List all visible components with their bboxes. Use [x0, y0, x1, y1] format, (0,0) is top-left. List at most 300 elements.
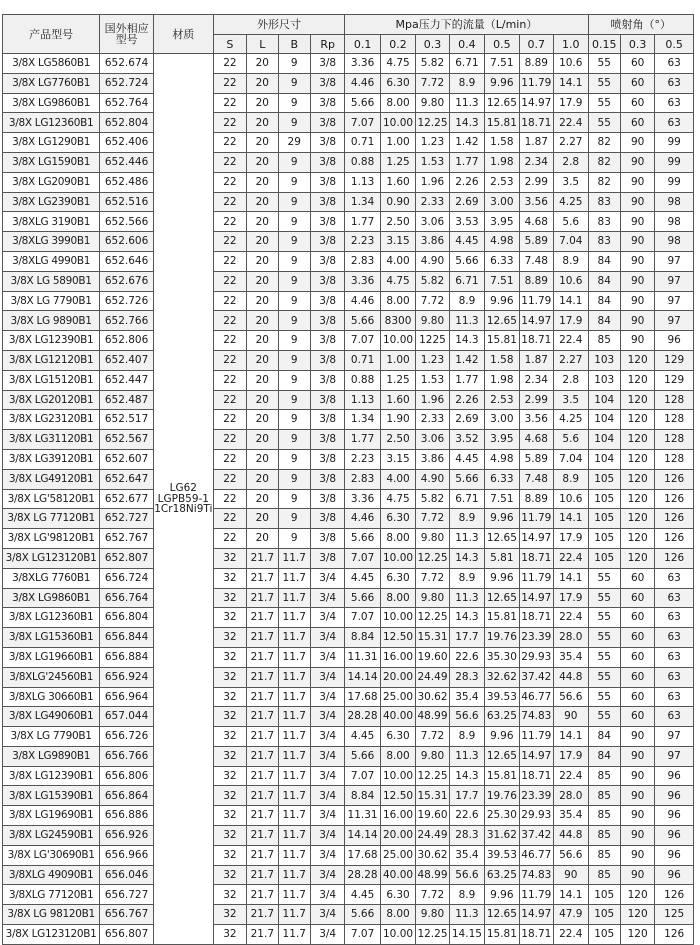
- angle-cell: 97: [655, 311, 694, 331]
- table-body: [3, 54, 694, 945]
- flow-cell: 1.25: [380, 152, 415, 172]
- angle-cell: 105: [588, 489, 620, 509]
- angle-cell: 98: [655, 232, 694, 252]
- flow-cell: 17.7: [449, 786, 484, 806]
- flow-cell: 14.97: [519, 529, 553, 549]
- flow-cell: 28.28: [345, 707, 380, 727]
- dimension-cell: 3/4: [310, 687, 344, 707]
- foreign-model-cell: 652.406: [100, 133, 154, 153]
- flow-cell: 5.66: [449, 469, 484, 489]
- flow-cell: 7.04: [554, 449, 589, 469]
- flow-cell: 40.00: [380, 707, 415, 727]
- flow-cell: 90: [554, 865, 589, 885]
- angle-cell: 126: [655, 469, 694, 489]
- product-model-cell: 3/8X LG31120B1: [3, 430, 100, 450]
- flow-cell: 11.31: [345, 806, 380, 826]
- pressure-col-header: 0.4: [449, 35, 484, 54]
- angle-cell: 63: [655, 54, 694, 74]
- dimension-cell: 3/4: [310, 885, 344, 905]
- table-row: [3, 786, 694, 806]
- flow-cell: 4.45: [449, 232, 484, 252]
- dimension-cell: 9: [278, 331, 310, 351]
- flow-cell: 1.00: [380, 350, 415, 370]
- flow-cell: 7.48: [519, 251, 553, 271]
- foreign-model-cell: 656.926: [100, 826, 154, 846]
- flow-cell: 11.79: [519, 291, 553, 311]
- table-row: [3, 885, 694, 905]
- angle-cell: 105: [588, 509, 620, 529]
- foreign-model-cell: 652.724: [100, 73, 154, 93]
- foreign-model-cell: 652.567: [100, 430, 154, 450]
- flow-cell: 9.96: [485, 568, 519, 588]
- flow-cell: 56.6: [554, 845, 589, 865]
- flow-cell: 3.52: [449, 430, 484, 450]
- table-row: [3, 469, 694, 489]
- angle-cell: 63: [655, 588, 694, 608]
- table-row: [3, 430, 694, 450]
- flow-cell: 7.72: [416, 509, 449, 529]
- flow-cell: 1.90: [380, 410, 415, 430]
- table-row: [3, 568, 694, 588]
- dimension-cell: 22: [213, 271, 246, 291]
- flow-cell: 37.42: [519, 667, 553, 687]
- dimension-cell: 21.7: [247, 608, 278, 628]
- table-row: [3, 54, 694, 74]
- flow-cell: 74.83: [519, 865, 553, 885]
- flow-cell: 7.48: [519, 469, 553, 489]
- flow-cell: 0.88: [345, 370, 380, 390]
- flow-cell: 3.00: [485, 192, 519, 212]
- dimension-cell: 32: [213, 746, 246, 766]
- dimension-cell: 32: [213, 826, 246, 846]
- dimension-cell: 9: [278, 232, 310, 252]
- dimension-cell: 21.7: [247, 667, 278, 687]
- flow-cell: 22.4: [554, 608, 589, 628]
- angle-cell: 97: [655, 727, 694, 747]
- flow-cell: 48.99: [416, 707, 449, 727]
- flow-cell: 4.98: [485, 449, 519, 469]
- flow-cell: 14.97: [519, 311, 553, 331]
- dimension-cell: 3/8: [310, 172, 344, 192]
- angle-cell: 105: [588, 529, 620, 549]
- table-row: [3, 628, 694, 648]
- angle-cell: 85: [588, 865, 620, 885]
- table-row: [3, 410, 694, 430]
- foreign-model-cell: 652.806: [100, 331, 154, 351]
- foreign-model-cell: 652.446: [100, 152, 154, 172]
- angle-cell: 60: [620, 54, 654, 74]
- flow-cell: 11.3: [449, 93, 484, 113]
- angle-cell: 90: [620, 271, 654, 291]
- flow-cell: 17.9: [554, 529, 589, 549]
- dimension-cell: 11.7: [278, 746, 310, 766]
- flow-cell: 1.23: [416, 133, 449, 153]
- flow-cell: 8.9: [449, 885, 484, 905]
- flow-cell: 12.50: [380, 628, 415, 648]
- flow-cell: 9.80: [416, 311, 449, 331]
- angle-cell: 97: [655, 271, 694, 291]
- angle-cell: 125: [655, 905, 694, 925]
- flow-cell: 11.3: [449, 529, 484, 549]
- flow-cell: 2.23: [345, 449, 380, 469]
- angle-cell: 60: [620, 93, 654, 113]
- angle-cell: 84: [588, 271, 620, 291]
- flow-cell: 18.71: [519, 766, 553, 786]
- dimension-cell: 3/8: [310, 212, 344, 232]
- flow-cell: 19.76: [485, 628, 519, 648]
- product-model-cell: 3/8XLG 30660B1: [3, 687, 100, 707]
- flow-cell: 11.3: [449, 588, 484, 608]
- flow-cell: 19.60: [416, 806, 449, 826]
- angle-cell: 126: [655, 509, 694, 529]
- dimension-cell: 21.7: [247, 568, 278, 588]
- flow-cell: 14.97: [519, 588, 553, 608]
- dimension-cell: 9: [278, 113, 310, 133]
- angle-cell: 83: [588, 232, 620, 252]
- flow-cell: 10.00: [380, 766, 415, 786]
- dimension-cell: 3/8: [310, 370, 344, 390]
- flow-cell: 39.53: [485, 687, 519, 707]
- flow-cell: 3.53: [449, 212, 484, 232]
- flow-cell: 1.58: [485, 350, 519, 370]
- dimension-cell: 9: [278, 251, 310, 271]
- flow-cell: 14.1: [554, 885, 589, 905]
- product-model-cell: 3/8X LG12360B1: [3, 113, 100, 133]
- angle-cell: 90: [620, 746, 654, 766]
- flow-cell: 4.46: [345, 73, 380, 93]
- flow-cell: 2.34: [519, 370, 553, 390]
- angle-cell: 96: [655, 826, 694, 846]
- flow-cell: 5.82: [416, 489, 449, 509]
- dimension-cell: 21.7: [247, 628, 278, 648]
- dimension-cell: 11.7: [278, 548, 310, 568]
- angle-cell: 84: [588, 311, 620, 331]
- angle-cell: 55: [588, 113, 620, 133]
- dimension-cell: 3/4: [310, 845, 344, 865]
- flow-cell: 9.80: [416, 905, 449, 925]
- angle-cell: 63: [655, 628, 694, 648]
- dimension-cell: 3/4: [310, 727, 344, 747]
- dimension-cell: 22: [213, 152, 246, 172]
- product-model-cell: 3/8X LG20120B1: [3, 390, 100, 410]
- flow-cell: 10.6: [554, 54, 589, 74]
- table-row: [3, 311, 694, 331]
- table-row: [3, 192, 694, 212]
- flow-cell: 9.96: [485, 291, 519, 311]
- product-model-cell: 3/8X LG12390B1: [3, 331, 100, 351]
- product-model-cell: 3/8X LG 5890B1: [3, 271, 100, 291]
- foreign-model-cell: 652.727: [100, 509, 154, 529]
- dimension-cell: 11.7: [278, 885, 310, 905]
- dimension-cell: 21.7: [247, 766, 278, 786]
- product-model-cell: 3/8X LG39120B1: [3, 449, 100, 469]
- table-row: [3, 707, 694, 727]
- flow-cell: 56.6: [449, 707, 484, 727]
- flow-cell: 22.4: [554, 548, 589, 568]
- dimension-cell: 22: [213, 331, 246, 351]
- dimension-cell: 21.7: [247, 806, 278, 826]
- dimension-cell: 32: [213, 845, 246, 865]
- flow-cell: 2.69: [449, 410, 484, 430]
- flow-cell: 6.71: [449, 54, 484, 74]
- flow-cell: 17.9: [554, 93, 589, 113]
- angle-cell: 90: [620, 291, 654, 311]
- foreign-model-cell: 656.726: [100, 727, 154, 747]
- angle-cell: 126: [655, 885, 694, 905]
- foreign-model-cell: 656.766: [100, 746, 154, 766]
- flow-cell: 4.46: [345, 509, 380, 529]
- angle-cell: 60: [620, 608, 654, 628]
- product-model-cell: 3/8XLG 7760B1: [3, 568, 100, 588]
- dimension-cell: 3/8: [310, 251, 344, 271]
- foreign-model-cell: 652.807: [100, 548, 154, 568]
- dimension-cell: 21.7: [247, 647, 278, 667]
- dimension-cell: 20: [247, 370, 278, 390]
- flow-cell: 12.65: [485, 93, 519, 113]
- flow-cell: 4.75: [380, 271, 415, 291]
- angle-cell: 120: [620, 370, 654, 390]
- angle-cell: 126: [655, 529, 694, 549]
- flow-cell: 10.00: [380, 331, 415, 351]
- dimension-cell: 22: [213, 489, 246, 509]
- flow-cell: 2.33: [416, 410, 449, 430]
- dimension-cell: 3/4: [310, 786, 344, 806]
- table-row: [3, 746, 694, 766]
- flow-cell: 3.86: [416, 232, 449, 252]
- angle-cell: 85: [588, 826, 620, 846]
- dimension-cell: 21.7: [247, 746, 278, 766]
- flow-cell: 1.00: [380, 133, 415, 153]
- dimension-cell: 20: [247, 331, 278, 351]
- flow-cell: 3.06: [416, 430, 449, 450]
- product-model-cell: 3/8X LG19660B1: [3, 647, 100, 667]
- table-row: [3, 212, 694, 232]
- dimension-cell: 20: [247, 529, 278, 549]
- product-model-cell: 3/8X LG49120B1: [3, 469, 100, 489]
- angle-cell: 90: [620, 786, 654, 806]
- dimension-cell: 22: [213, 410, 246, 430]
- flow-cell: 14.97: [519, 746, 553, 766]
- dimension-cell: 3/8: [310, 54, 344, 74]
- flow-cell: 5.6: [554, 430, 589, 450]
- dimension-cell: 22: [213, 469, 246, 489]
- flow-cell: 14.3: [449, 548, 484, 568]
- col-group-spray-angle: 喷射角（°）: [588, 15, 693, 35]
- dimension-cell: 3/8: [310, 73, 344, 93]
- foreign-model-cell: 656.806: [100, 766, 154, 786]
- table-row: [3, 727, 694, 747]
- angle-cell: 63: [655, 667, 694, 687]
- dimension-cell: 9: [278, 212, 310, 232]
- dimension-cell: 32: [213, 548, 246, 568]
- angle-cell: 99: [655, 172, 694, 192]
- table-row: [3, 390, 694, 410]
- table-row: [3, 529, 694, 549]
- angle-cell: 120: [620, 430, 654, 450]
- flow-cell: 7.72: [416, 885, 449, 905]
- angle-cell: 98: [655, 192, 694, 212]
- angle-cell: 128: [655, 449, 694, 469]
- angle-cell: 85: [588, 766, 620, 786]
- table-row: [3, 152, 694, 172]
- product-model-cell: 3/8X LG 7790B1: [3, 291, 100, 311]
- flow-cell: 1.77: [345, 430, 380, 450]
- dimension-cell: 9: [278, 172, 310, 192]
- flow-cell: 11.79: [519, 727, 553, 747]
- product-model-cell: 3/8X LG15390B1: [3, 786, 100, 806]
- dimension-cell: 20: [247, 271, 278, 291]
- angle-cell: 98: [655, 212, 694, 232]
- angle-cell: 60: [620, 588, 654, 608]
- flow-cell: 0.71: [345, 133, 380, 153]
- angle-cell: 90: [620, 192, 654, 212]
- table-row: [3, 647, 694, 667]
- product-model-cell: 3/8X LG15120B1: [3, 370, 100, 390]
- dimension-cell: 32: [213, 647, 246, 667]
- dimension-cell: 21.7: [247, 885, 278, 905]
- dimension-cell: 22: [213, 73, 246, 93]
- foreign-model-cell: 652.487: [100, 390, 154, 410]
- flow-cell: 35.30: [485, 647, 519, 667]
- angle-cell: 90: [620, 172, 654, 192]
- flow-cell: 5.66: [345, 588, 380, 608]
- angle-cell: 120: [620, 548, 654, 568]
- flow-cell: 5.6: [554, 212, 589, 232]
- dimension-cell: 9: [278, 430, 310, 450]
- pressure-col-header: 0.2: [380, 35, 415, 54]
- flow-cell: 3.15: [380, 232, 415, 252]
- flow-cell: 12.25: [416, 766, 449, 786]
- flow-cell: 2.69: [449, 192, 484, 212]
- flow-cell: 1.96: [416, 390, 449, 410]
- dimension-cell: 9: [278, 311, 310, 331]
- dimension-cell: 21.7: [247, 786, 278, 806]
- flow-cell: 2.99: [519, 172, 553, 192]
- dimension-cell: 3/8: [310, 390, 344, 410]
- product-model-cell: 3/8X LG2390B1: [3, 192, 100, 212]
- flow-cell: 4.68: [519, 430, 553, 450]
- flow-cell: 22.6: [449, 647, 484, 667]
- angle-cell: 84: [588, 727, 620, 747]
- flow-cell: 8.00: [380, 529, 415, 549]
- col-foreign-model: 国外相应型号: [100, 15, 154, 54]
- angle-cell: 60: [620, 113, 654, 133]
- angle-cell: 82: [588, 152, 620, 172]
- flow-cell: 6.30: [380, 509, 415, 529]
- dimension-cell: 3/8: [310, 350, 344, 370]
- table-row: [3, 925, 694, 945]
- flow-cell: 8.9: [449, 727, 484, 747]
- angle-cell: 85: [588, 786, 620, 806]
- flow-cell: 7.72: [416, 727, 449, 747]
- flow-cell: 8.89: [519, 489, 553, 509]
- table-row: [3, 271, 694, 291]
- table-row: [3, 291, 694, 311]
- angle-cell: 120: [620, 885, 654, 905]
- flow-cell: 12.65: [485, 746, 519, 766]
- product-model-cell: 3/8X LG 77120B1: [3, 509, 100, 529]
- col-group-dimensions: 外形尺寸: [213, 15, 345, 35]
- flow-cell: 8.9: [449, 568, 484, 588]
- flow-cell: 37.42: [519, 826, 553, 846]
- dimension-cell: 20: [247, 430, 278, 450]
- foreign-model-cell: 652.646: [100, 251, 154, 271]
- flow-cell: 23.39: [519, 786, 553, 806]
- flow-cell: 1.96: [416, 172, 449, 192]
- flow-cell: 8.00: [380, 905, 415, 925]
- dimension-cell: 3/8: [310, 489, 344, 509]
- foreign-model-cell: 652.674: [100, 54, 154, 74]
- foreign-model-cell: 656.864: [100, 786, 154, 806]
- flow-cell: 46.77: [519, 845, 553, 865]
- dimension-cell: 11.7: [278, 647, 310, 667]
- dimension-cell: 3/4: [310, 925, 344, 945]
- flow-cell: 17.7: [449, 628, 484, 648]
- flow-cell: 7.07: [345, 766, 380, 786]
- angle-cell: 60: [620, 687, 654, 707]
- product-model-cell: 3/8X LG 98120B1: [3, 905, 100, 925]
- dimension-cell: 9: [278, 370, 310, 390]
- flow-cell: 0.90: [380, 192, 415, 212]
- dimension-cell: 3/8: [310, 271, 344, 291]
- dimension-cell: 3/8: [310, 331, 344, 351]
- flow-cell: 0.88: [345, 152, 380, 172]
- product-model-cell: 3/8X LG49060B1: [3, 707, 100, 727]
- product-model-cell: 3/8X LG1590B1: [3, 152, 100, 172]
- flow-cell: 5.81: [485, 548, 519, 568]
- dimension-col-header: Rp: [310, 35, 344, 54]
- dimension-cell: 29: [278, 133, 310, 153]
- product-model-cell: 3/8X LG19690B1: [3, 806, 100, 826]
- flow-cell: 3.00: [485, 410, 519, 430]
- dimension-cell: 21.7: [247, 865, 278, 885]
- flow-cell: 25.30: [485, 806, 519, 826]
- flow-cell: 9.96: [485, 885, 519, 905]
- angle-cell: 55: [588, 628, 620, 648]
- product-model-cell: 3/8X LG 7790B1: [3, 727, 100, 747]
- dimension-cell: 22: [213, 172, 246, 192]
- flow-cell: 7.51: [485, 271, 519, 291]
- flow-cell: 7.07: [345, 548, 380, 568]
- flow-cell: 5.66: [449, 251, 484, 271]
- dimension-cell: 21.7: [247, 845, 278, 865]
- flow-cell: 3.06: [416, 212, 449, 232]
- flow-cell: 10.00: [380, 925, 415, 945]
- angle-cell: 120: [620, 529, 654, 549]
- flow-cell: 7.07: [345, 608, 380, 628]
- dimension-cell: 9: [278, 509, 310, 529]
- product-model-cell: 3/8X LG 9890B1: [3, 311, 100, 331]
- flow-cell: 1.60: [380, 172, 415, 192]
- dimension-cell: 9: [278, 469, 310, 489]
- angle-cell: 120: [620, 390, 654, 410]
- angle-col-header: 0.15: [588, 35, 620, 54]
- flow-cell: 3.86: [416, 449, 449, 469]
- dimension-cell: 22: [213, 370, 246, 390]
- flow-cell: 10.00: [380, 113, 415, 133]
- foreign-model-cell: 656.964: [100, 687, 154, 707]
- flow-cell: 8.89: [519, 271, 553, 291]
- flow-cell: 6.30: [380, 73, 415, 93]
- dimension-cell: 3/8: [310, 410, 344, 430]
- product-model-cell: 3/8X LG24590B1: [3, 826, 100, 846]
- flow-cell: 7.04: [554, 232, 589, 252]
- angle-cell: 55: [588, 93, 620, 113]
- dimension-cell: 3/8: [310, 113, 344, 133]
- angle-cell: 90: [620, 766, 654, 786]
- dimension-cell: 3/4: [310, 568, 344, 588]
- flow-cell: 2.34: [519, 152, 553, 172]
